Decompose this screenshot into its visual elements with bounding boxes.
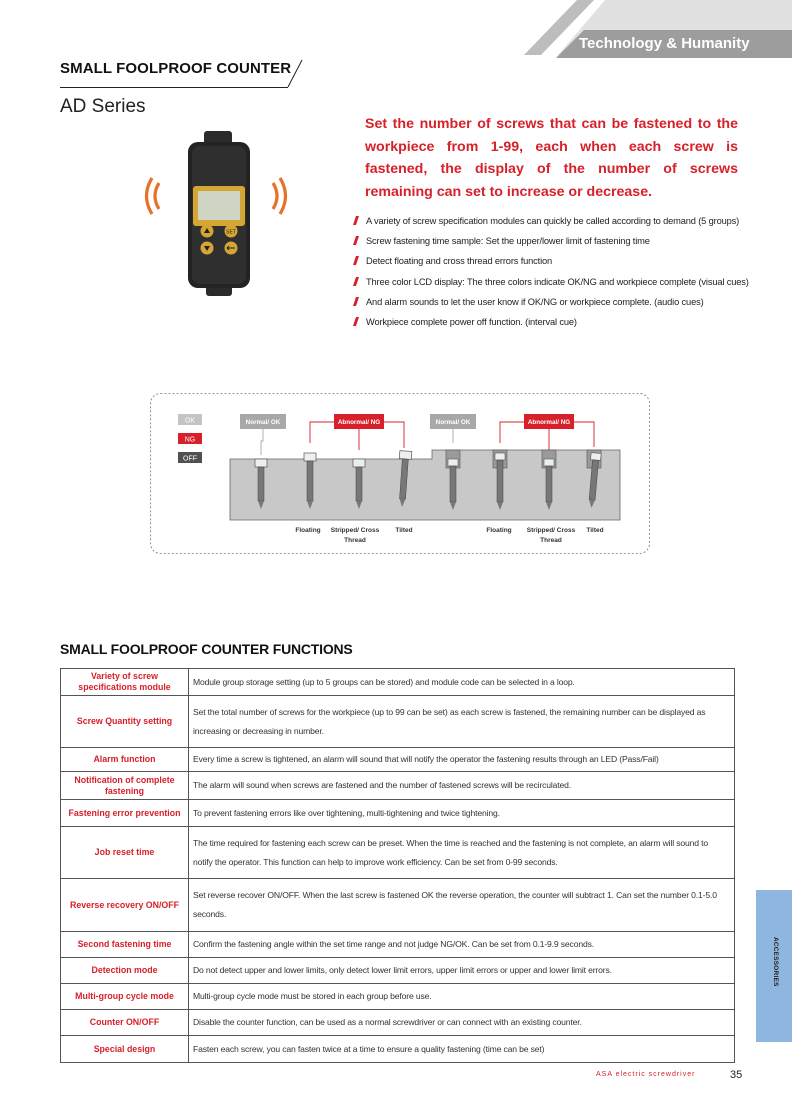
function-name: Multi-group cycle mode	[61, 984, 189, 1010]
function-name: Counter ON/OFF	[61, 1010, 189, 1036]
function-description: Module group storage setting (up to 5 groups can be stored) and module code can be selected in a loop.	[189, 669, 735, 696]
function-description: Fasten each screw, you can fasten twice at a time to ensure a quality fastening (time can be set)	[189, 1036, 735, 1063]
legend-ng-label: NG	[184, 436, 196, 444]
function-description: Confirm the fastening angle within the set time range and not judge NG/OK. Can be set from 0.1-9.9 seconds.	[189, 932, 735, 958]
footer-brand-text: ASA electric screwdriver	[596, 1071, 696, 1078]
function-name: Fastening error prevention	[61, 800, 189, 827]
feature-item	[352, 315, 752, 335]
function-name: Special design	[61, 1036, 189, 1063]
red-slash-icon	[353, 216, 359, 225]
function-name: Variety of screw specifications module	[61, 669, 189, 696]
sound-waves-left-icon	[147, 178, 160, 214]
red-slash-icon	[353, 236, 359, 245]
function-name: Screw Quantity setting	[61, 696, 189, 748]
function-description: Multi-group cycle mode must be stored in each group before use.	[189, 984, 735, 1010]
product-title: SMALL FOOLPROOF COUNTER	[60, 60, 292, 77]
feature-item	[352, 275, 752, 295]
function-name: Detection mode	[61, 958, 189, 984]
screw-state-diagram	[150, 393, 650, 554]
functions-title: SMALL FOOLPROOF COUNTER FUNCTIONS	[60, 641, 353, 657]
table-row	[61, 1010, 735, 1036]
table-row	[61, 1036, 735, 1063]
function-name: Second fastening time	[61, 932, 189, 958]
caption-tilted: Tilted	[586, 527, 604, 534]
group-label-abnormal-ng: Abnormal/ NG	[337, 419, 381, 426]
legend-ok-label: OK	[184, 417, 196, 425]
function-description: Disable the counter function, can be used as a normal screwdriver or can connect with an existing counter.	[189, 1010, 735, 1036]
table-row	[61, 772, 735, 800]
table-row	[61, 958, 735, 984]
function-name: Alarm function	[61, 748, 189, 772]
table-row	[61, 696, 735, 748]
header-banner	[0, 0, 792, 62]
caption-tilted: Tilted	[395, 527, 413, 534]
red-slash-icon	[353, 317, 359, 326]
feature-text: Detect floating and cross thread errors function	[366, 256, 553, 267]
series-name: AD Series	[60, 96, 146, 117]
table-row	[61, 669, 735, 696]
page-number: 35	[730, 1069, 743, 1081]
function-description: The alarm will sound when screws are fastened and the number of fastened screws will be recirculated.	[189, 772, 735, 800]
intro-text: Set the number of screws that can be fastened to the workpiece from 1-99, each when each screw is fastened, the display of the number of screws remaining can set to increase or decrease.	[365, 116, 738, 200]
side-tab-label: ACCESSORIES	[772, 937, 779, 987]
sound-waves-right-icon	[273, 178, 286, 214]
table-row	[61, 800, 735, 827]
workpiece-block	[230, 450, 620, 520]
table-row	[61, 932, 735, 958]
caption-stripped-cross-thread: Stripped/ Cross Thread	[526, 527, 576, 544]
group-label-normal-ok: Normal/ OK	[245, 419, 281, 426]
set-key-label: SET	[226, 229, 236, 236]
feature-text: Workpiece complete power off function. (interval cue)	[366, 316, 577, 327]
function-description: Every time a screw is tightened, an alarm will sound that will notify the operator the fastening results through an LED (Pass/Fail)	[189, 748, 735, 772]
feature-text: Three color LCD display: The three colors indicate OK/NG and workpiece complete (visual cues)	[366, 276, 749, 287]
feature-item	[352, 214, 752, 234]
legend-off-label: OFF	[183, 455, 197, 463]
banner-tagline: Technology & Humanity	[579, 35, 750, 52]
functions-table	[60, 668, 735, 1063]
function-name: Notification of complete fastening	[61, 772, 189, 800]
feature-item	[352, 234, 752, 254]
feature-text: A variety of screw specification modules can quickly be called according to demand (5 groups)	[366, 216, 740, 226]
function-description: Set the total number of screws for the workpiece (up to 99 can be set) as each screw is fastened, the remaining number can be displayed as increasing or decreasing in number.	[189, 696, 735, 748]
table-row	[61, 827, 735, 879]
function-description: Do not detect upper and lower limits, only detect lower limit errors, upper limit errors or upper and lower limit errors.	[189, 958, 735, 984]
feature-text: And alarm sounds to let the user know if OK/NG or workpiece complete. (audio cues)	[366, 296, 704, 307]
table-row	[61, 984, 735, 1010]
counter-device-image	[138, 128, 298, 298]
device-lcd-screen	[198, 191, 240, 220]
title-underline	[60, 87, 288, 88]
feature-item	[352, 295, 752, 315]
caption-floating: Floating	[295, 527, 321, 534]
feature-list	[352, 214, 752, 335]
group-label-abnormal-ng: Abnormal/ NG	[527, 419, 571, 426]
function-name: Job reset time	[61, 827, 189, 879]
group-label-normal-ok: Normal/ OK	[435, 419, 471, 426]
table-row	[61, 748, 735, 772]
function-name: Reverse recovery ON/OFF	[61, 879, 189, 932]
function-description: The time required for fastening each screw can be preset. When the time is reached and the fastening is not complete, an alarm will sound to notify the operator. This function can help to improve work efficiency. Can be set from 0-99 seconds.	[189, 827, 735, 879]
feature-text: Screw fastening time sample: Set the upper/lower limit of fastening time	[366, 236, 650, 247]
function-description: Set reverse recover ON/OFF. When the last screw is fastened OK the reverse operation, the counter will subtract 1. Can set the number 0.1-5.0 seconds.	[189, 879, 735, 932]
title-slash-decoration	[282, 56, 312, 88]
table-row	[61, 879, 735, 932]
red-slash-icon	[353, 277, 359, 286]
function-description: To prevent fastening errors like over tightening, multi-tightening and twice tightening.	[189, 800, 735, 827]
feature-item	[352, 254, 752, 274]
caption-floating: Floating	[486, 527, 512, 534]
red-slash-icon	[353, 297, 359, 306]
red-slash-icon	[353, 256, 359, 265]
caption-stripped-cross-thread: Stripped/ Cross Thread	[330, 527, 380, 544]
